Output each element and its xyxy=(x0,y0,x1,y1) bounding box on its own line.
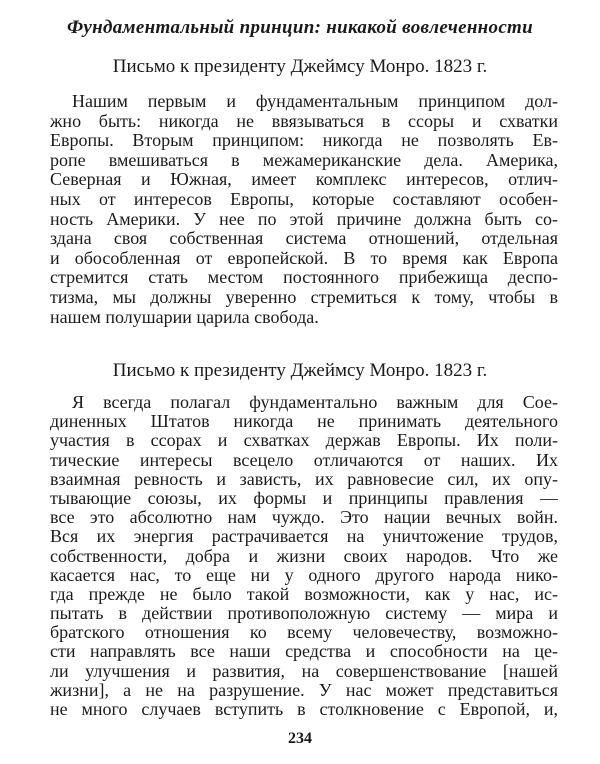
page-number: 234 xyxy=(288,730,312,747)
text-line: стремится стать местом постоянного прибежища деспо- xyxy=(50,268,558,288)
text-line: гда прежде не было такой возможности, как у нас, ис- xyxy=(50,584,558,604)
text-line: касается нас, то еще ни у одного другого народа нико- xyxy=(50,565,558,585)
text-line: ных от интересов Европы, которые составляют особен- xyxy=(50,189,558,209)
text-line: Нашим первым и фундаментальным принципом дол- xyxy=(72,92,558,111)
text-line: тические интересы всецело отличаются от наших. Их xyxy=(50,450,558,470)
text-line: диненных Штатов никогда не принимать деятельного xyxy=(50,412,558,432)
section-subtitle: Письмо к президенту Джеймсу Монро. 1823 г. xyxy=(112,56,488,77)
text-line: ность Америки. У нее по этой причине должна быть со- xyxy=(50,209,558,229)
text-line: ли улучшения и развития, на совершенствование [нашей xyxy=(50,661,558,681)
text-line: все это абсолютно нам чуждо. Это нации вечных войн. xyxy=(50,508,558,528)
text-line: тывающие союзы, их формы и принципы правления — xyxy=(50,488,558,508)
text-line: ропе вмешиваться в межамериканские дела. Америка, xyxy=(50,150,558,170)
text-line: нашем полушарии царила свобода. xyxy=(50,307,319,327)
text-line: сти направлять все наши средства и способности на це- xyxy=(50,642,558,662)
chapter-heading: Фундаментальный принцип: никакой вовлеченности xyxy=(66,17,533,38)
text-line: Северная и Южная, имеет комплекс интересов, отлич- xyxy=(50,170,558,190)
paragraph xyxy=(50,92,558,327)
text-line: не много случаев вступить в столкновение с Европой, и, xyxy=(50,700,558,719)
section-subtitle: Письмо к президенту Джеймсу Монро. 1823 г. xyxy=(112,360,488,381)
text-line: участия в ссорах и схватках держав Европы. Их поли- xyxy=(50,431,558,451)
text-line: жно быть: никогда не ввязываться в ссоры и схватки xyxy=(50,111,558,131)
text-line: Вся их энергия растрачивается на уничтожение трудов, xyxy=(50,527,558,547)
paragraph xyxy=(50,393,558,719)
text-line: взаимная ревность и зависть, их равновесие сил, их опу- xyxy=(50,469,558,489)
text-line: жизни], а не на разрушение. У нас может представиться xyxy=(50,680,558,700)
text-line: братского отношения ко всему человечеству, возможно- xyxy=(50,623,558,643)
text-line: здана своя собственная система отношений, отдельная xyxy=(50,229,558,249)
text-line: пытать в действии противоположную систему — мира и xyxy=(50,604,558,624)
text-line: Я всегда полагал фундаментально важным для Сое- xyxy=(72,393,558,412)
text-line: и обособленная от европейской. В то время как Европа xyxy=(50,248,558,268)
text-line: тизма, мы должны уверенно стремиться к тому, чтобы в xyxy=(50,287,558,307)
text-line: собственности, добра и жизни своих народов. Что же xyxy=(50,546,558,566)
text-line: Европы. Вторым принципом: никогда не позволять Ев- xyxy=(50,131,558,151)
